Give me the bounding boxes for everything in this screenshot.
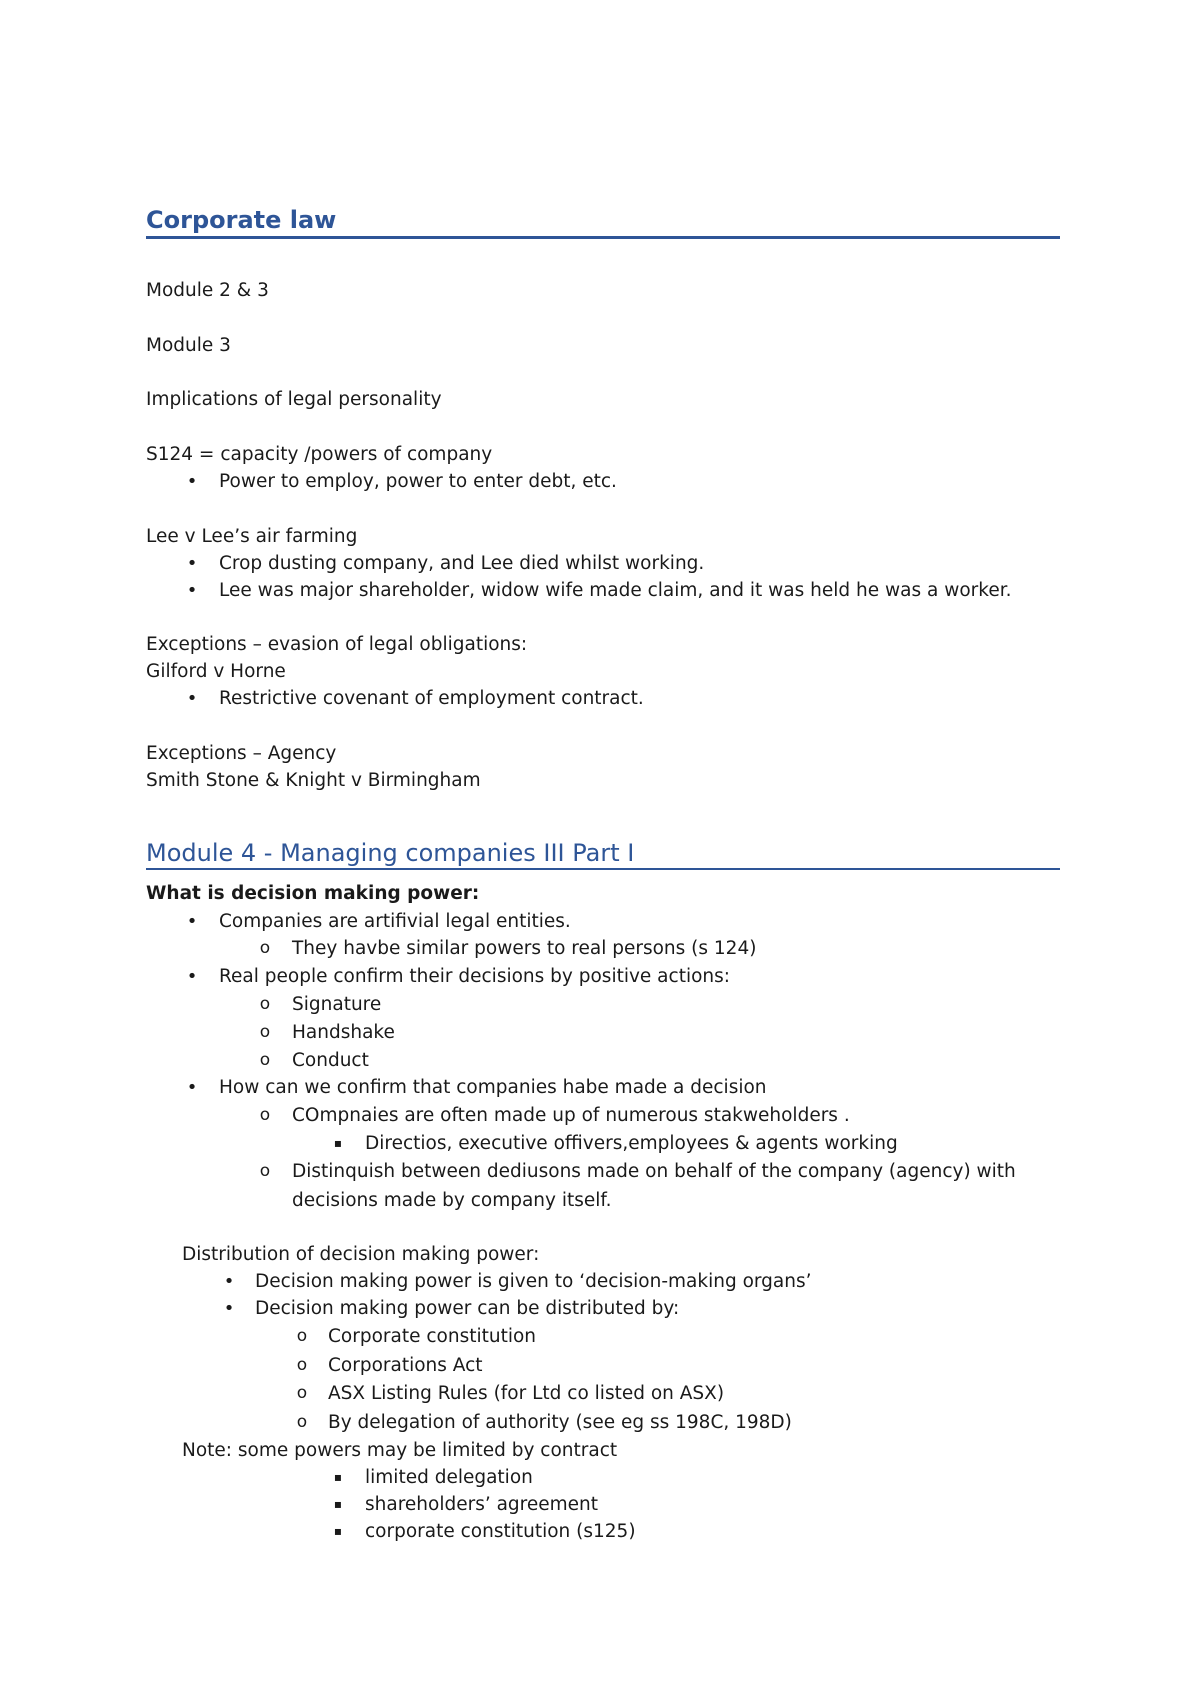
subheading-decision-power: What is decision making power: — [146, 883, 480, 904]
square-marker: ▪ — [333, 1497, 343, 1511]
list-item-text: limited delegation — [365, 1467, 533, 1488]
list-item-text: corporate constitution (s125) — [365, 1521, 636, 1542]
list-item-text: By delegation of authority (see eg ss 198C, 198D) — [328, 1412, 792, 1433]
circle-marker: o — [259, 938, 271, 958]
circle-marker: o — [259, 1105, 271, 1125]
circle-marker: o — [259, 1161, 271, 1181]
line-s124: S124 = capacity /powers of company — [146, 444, 493, 465]
list-item-text: How can we confirm that companies habe made a decision — [219, 1077, 767, 1098]
list-item-text: shareholders’ agreement — [365, 1494, 599, 1515]
list-item-text: Crop dusting company, and Lee died whilst working. — [219, 553, 705, 574]
list-item-text: Corporate constitution — [328, 1326, 537, 1347]
list-item-text: Handshake — [292, 1022, 395, 1043]
list-item-text: Decision making power can be distributed by: — [255, 1298, 680, 1319]
line-implications: Implications of legal personality — [146, 389, 442, 410]
bullet-marker: • — [223, 1271, 235, 1292]
line-note: Note: some powers may be limited by contract — [182, 1440, 618, 1461]
list-item-text: Signature — [292, 994, 382, 1015]
circle-marker: o — [296, 1326, 308, 1346]
list-item-text: Restrictive covenant of employment contract. — [219, 688, 644, 709]
bullet-marker: • — [186, 553, 198, 574]
line-smith-stone: Smith Stone & Knight v Birmingham — [146, 770, 481, 791]
module4-heading — [146, 838, 1060, 868]
bullet-marker: • — [186, 471, 198, 492]
list-item-text: Decision making power is given to ‘decision-making organs’ — [255, 1271, 812, 1292]
list-item-text: Corporations Act — [328, 1355, 483, 1376]
list-item-text: decisions made by company itself. — [292, 1190, 612, 1211]
list-item-text: Companies are artifivial legal entities. — [219, 911, 571, 932]
list-item-text: They havbe similar powers to real persons (s 124) — [292, 938, 757, 959]
list-item-text: COmpnaies are often made up of numerous stakweholders . — [292, 1105, 850, 1126]
line-lee-v-lee: Lee v Lee’s air farming — [146, 526, 358, 547]
line-module-3: Module 3 — [146, 335, 231, 356]
line-module-2-3: Module 2 & 3 — [146, 280, 269, 301]
square-marker: ▪ — [333, 1524, 343, 1538]
bullet-marker: • — [223, 1298, 235, 1319]
list-item-text: Distinquish between dediusons made on behalf of the company (agency) with — [292, 1161, 1016, 1182]
bullet-marker: • — [186, 966, 198, 987]
bullet-marker: • — [186, 688, 198, 709]
circle-marker: o — [296, 1355, 308, 1375]
line-gilford: Gilford v Horne — [146, 661, 286, 682]
module4-rule — [146, 868, 1060, 870]
line-exceptions-agency: Exceptions – Agency — [146, 743, 337, 764]
circle-marker: o — [259, 1022, 271, 1042]
square-marker: ▪ — [333, 1136, 343, 1150]
module4-heading-text: Module 4 - Managing companies III Part I — [146, 839, 635, 867]
line-distribution: Distribution of decision making power: — [182, 1244, 540, 1265]
list-item-text: ASX Listing Rules (for Ltd co listed on ASX) — [328, 1383, 725, 1404]
list-item-text: Real people confirm their decisions by positive actions: — [219, 966, 730, 987]
title-rule — [146, 236, 1060, 239]
list-item-text: Conduct — [292, 1050, 369, 1071]
document-title-text: Corporate law — [146, 206, 337, 234]
circle-marker: o — [296, 1412, 308, 1432]
circle-marker: o — [296, 1383, 308, 1403]
square-marker: ▪ — [333, 1470, 343, 1484]
list-item-text: Lee was major shareholder, widow wife made claim, and it was held he was a worker. — [219, 580, 1012, 601]
document-title — [146, 205, 1060, 235]
bullet-marker: • — [186, 580, 198, 601]
bullet-marker: • — [186, 911, 198, 932]
bullet-marker: • — [186, 1077, 198, 1098]
line-exceptions-evasion: Exceptions – evasion of legal obligations: — [146, 634, 528, 655]
circle-marker: o — [259, 994, 271, 1014]
list-item-text: Power to employ, power to enter debt, etc. — [219, 471, 617, 492]
list-item-text: Directios, executive offivers,employees & agents working — [365, 1133, 898, 1154]
circle-marker: o — [259, 1050, 271, 1070]
